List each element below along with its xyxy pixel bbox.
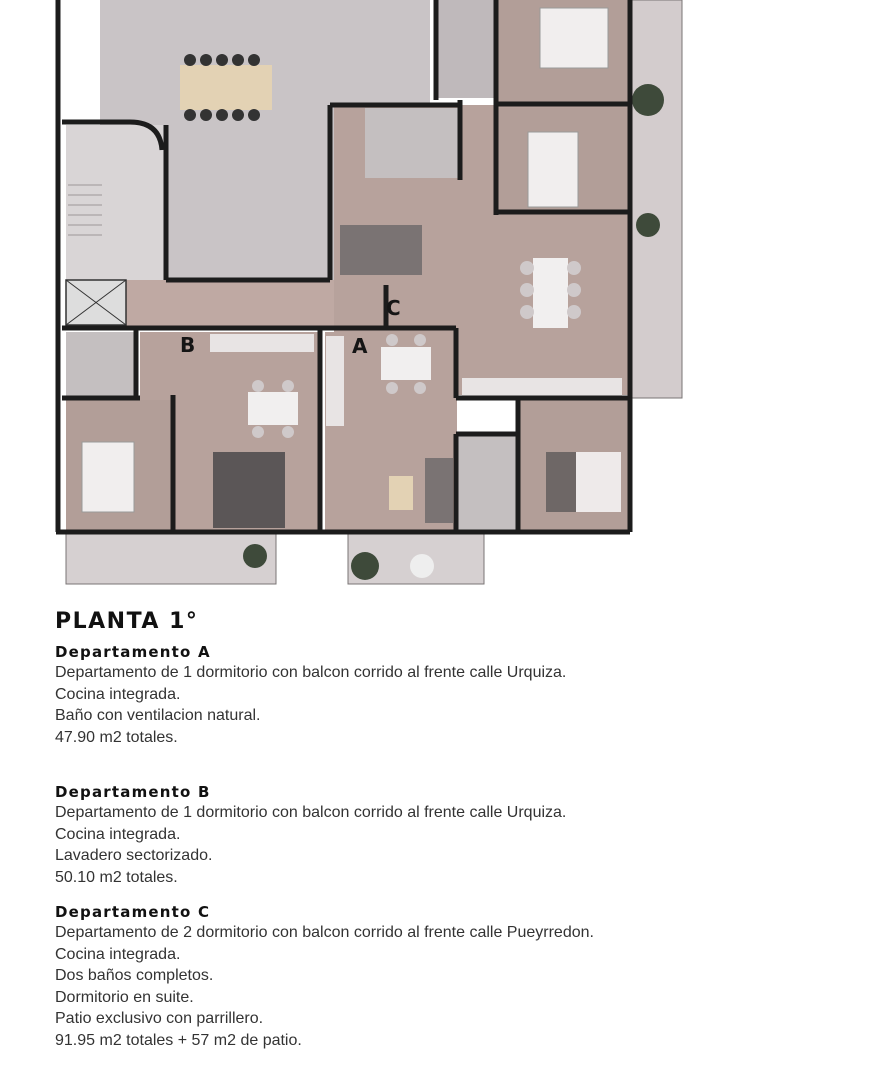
- description-line: Lavadero sectorizado.: [55, 847, 213, 864]
- rug-icon: [213, 452, 285, 528]
- department-a-heading: Departamento A: [55, 643, 211, 661]
- dept-c-bath-top: [438, 0, 496, 98]
- page-title: PLANTA 1°: [55, 609, 199, 634]
- description-line: Baño con ventilacion natural.: [55, 707, 261, 724]
- sofa-icon: [340, 225, 422, 275]
- plan-label-b: B: [180, 333, 196, 357]
- balcony-right: [630, 0, 682, 398]
- plant-icon: [632, 84, 664, 116]
- department-c-section: [55, 902, 855, 1051]
- dept-c-bath-bottom: [458, 435, 518, 530]
- kitchen-counter: [462, 378, 622, 396]
- hall-dining-table: [180, 54, 272, 121]
- balcony-table: [410, 554, 434, 578]
- department-b-section: [55, 782, 855, 888]
- sofa-icon: [425, 458, 453, 523]
- bed-icon: [82, 442, 134, 512]
- plant-icon: [351, 552, 379, 580]
- description-block: [55, 606, 855, 1051]
- bed-icon: [540, 8, 608, 68]
- bed-icon: [528, 132, 578, 207]
- coffee-table: [389, 476, 413, 510]
- plant-icon: [243, 544, 267, 568]
- kitchen-counter: [326, 336, 344, 426]
- description-line: Cocina integrada.: [55, 685, 181, 703]
- description-line: Cocina integrada.: [55, 945, 181, 963]
- dept-c-dining-table: [520, 258, 581, 328]
- plant-icon: [636, 213, 660, 237]
- kitchen-counter: [210, 334, 314, 352]
- description-line: Cocina integrada.: [55, 825, 181, 843]
- plan-label-a: A: [352, 334, 368, 358]
- description-line: Departamento de 2 dormitorio con balcon corrido al frente calle Pueyrredon.: [55, 924, 594, 941]
- description-line: Departamento de 1 dormitorio con balcon corrido al frente calle Urquiza.: [55, 664, 567, 681]
- description-line: Dormitorio en suite.: [55, 988, 194, 1006]
- description-line: 47.90 m2 totales.: [55, 728, 178, 746]
- department-a-section: [55, 642, 855, 748]
- description-line: 50.10 m2 totales.: [55, 868, 178, 886]
- dept-c-bath-mid: [365, 108, 458, 178]
- description-line: Dos baños completos.: [55, 967, 214, 984]
- department-b-heading: Departamento B: [55, 783, 211, 801]
- description-line: 91.95 m2 totales + 57 m2 de patio.: [55, 1031, 302, 1049]
- description-line: Departamento de 1 dormitorio con balcon corrido al frente calle Urquiza.: [55, 804, 567, 821]
- department-c-heading: Departamento C: [55, 903, 211, 921]
- description-line: Patio exclusivo con parrillero.: [55, 1010, 264, 1027]
- dept-b-bath: [66, 332, 136, 397]
- stair-block: [66, 125, 166, 280]
- plan-label-c: C: [386, 296, 401, 320]
